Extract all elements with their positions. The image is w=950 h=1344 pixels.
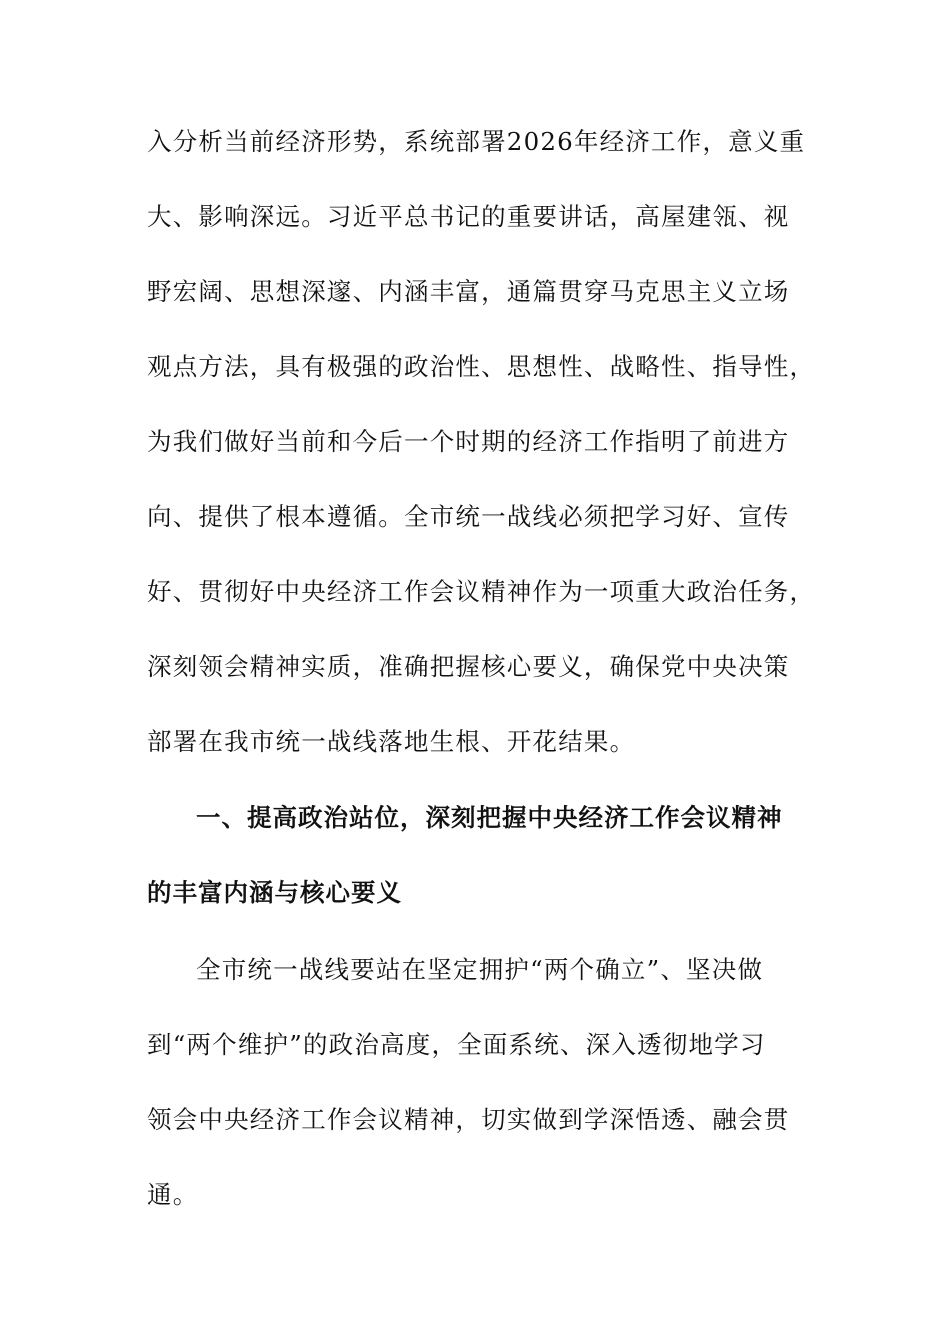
- body-text-line: 为我们做好当前和今后一个时期的经济工作指明了前进方: [147, 427, 790, 456]
- body-text-line: 全市统一战线要站在坚定拥护“两个确立”、坚决做: [196, 955, 764, 984]
- body-text-line: 深刻领会精神实质，准确把握核心要义，确保党中央决策: [147, 652, 790, 681]
- section-heading-line: 一、提高政治站位，深刻把握中央经济工作会议精神: [196, 803, 783, 832]
- body-text-line: 向、提供了根本遵循。全市统一战线必须把学习好、宣传: [147, 502, 790, 531]
- body-text-line: 野宏阔、思想深邃、内涵丰富，通篇贯穿马克思主义立场: [147, 277, 790, 306]
- body-text-line: 观点方法，具有极强的政治性、思想性、战略性、指导性，: [147, 352, 816, 381]
- body-text-line: 好、贯彻好中央经济工作会议精神作为一项重大政治任务，: [147, 577, 816, 606]
- body-text-line: 领会中央经济工作会议精神，切实做到学深悟透、融会贯: [147, 1105, 790, 1134]
- body-text-line: 到“两个维护”的政治高度，全面系统、深入透彻地学习: [147, 1030, 766, 1059]
- body-text-line: 部署在我市统一战线落地生根、开花结果。: [147, 727, 636, 756]
- body-text-line: 通。: [147, 1180, 199, 1209]
- body-text-line: 大、影响深远。习近平总书记的重要讲话，高屋建瓴、视: [147, 202, 790, 231]
- section-heading-line: 的丰富内涵与核心要义: [147, 878, 402, 907]
- body-text-line: 入分析当前经济形势，系统部署2026年经济工作，意义重: [147, 127, 806, 156]
